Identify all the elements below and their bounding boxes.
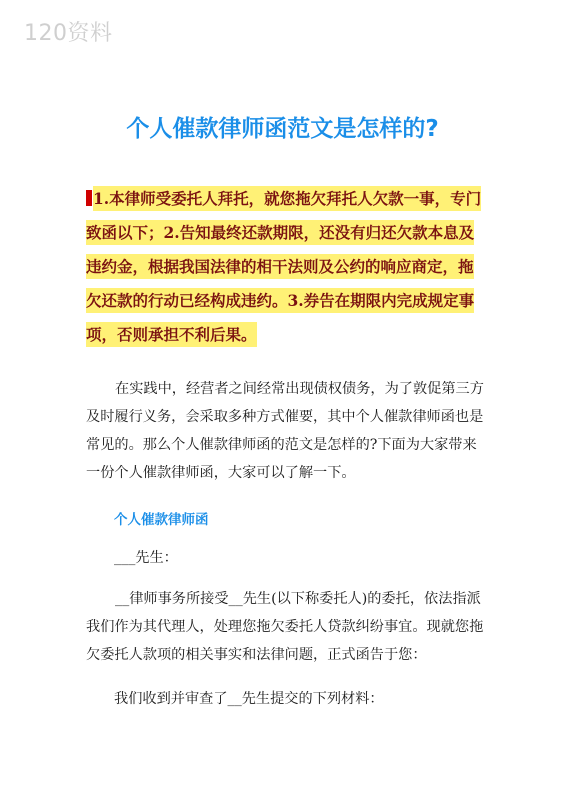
letter-body-paragraph: __律师事务所接受__先生(以下称委托人)的委托，依法指派我们作为其代理人，处理您拖欠委托人贷款纠纷事宜。现就您拖欠委托人款项的相关事实和法律问题，正式函告于您：	[86, 591, 484, 663]
page-title: 个人催款律师函范文是怎样的?	[126, 116, 439, 142]
watermark: 120资料	[24, 21, 113, 46]
letter-salutation: ___先生：	[114, 550, 178, 566]
letter-materials-paragraph: 我们收到并审查了__先生提交的下列材料：	[114, 691, 384, 707]
summary-block	[86, 182, 486, 352]
letter-heading: 个人催款律师函	[114, 512, 209, 528]
highlight-marker	[86, 190, 92, 206]
intro-paragraph: 在实践中，经营者之间经常出现债权债务，为了敦促第三方及时履行义务，会采取多种方式催要，其中个人催款律师函也是常见的。那么个人催款律师函的范文是怎样的?下面为大家带来一份个人催款律师函，大家可以了解一下。	[86, 381, 484, 481]
summary-text: 1.本律师受委托人拜托，就您拖欠拜托人欠款一事，专门致函以下；2.告知最终还款期限，还没有归还欠款本息及违约金，根据我国法律的相干法则及公约的响应商定，拖欠还款的行动已经构成违约。3.券告在期限内完成规定事项，否则承担不利后果。	[86, 186, 481, 347]
